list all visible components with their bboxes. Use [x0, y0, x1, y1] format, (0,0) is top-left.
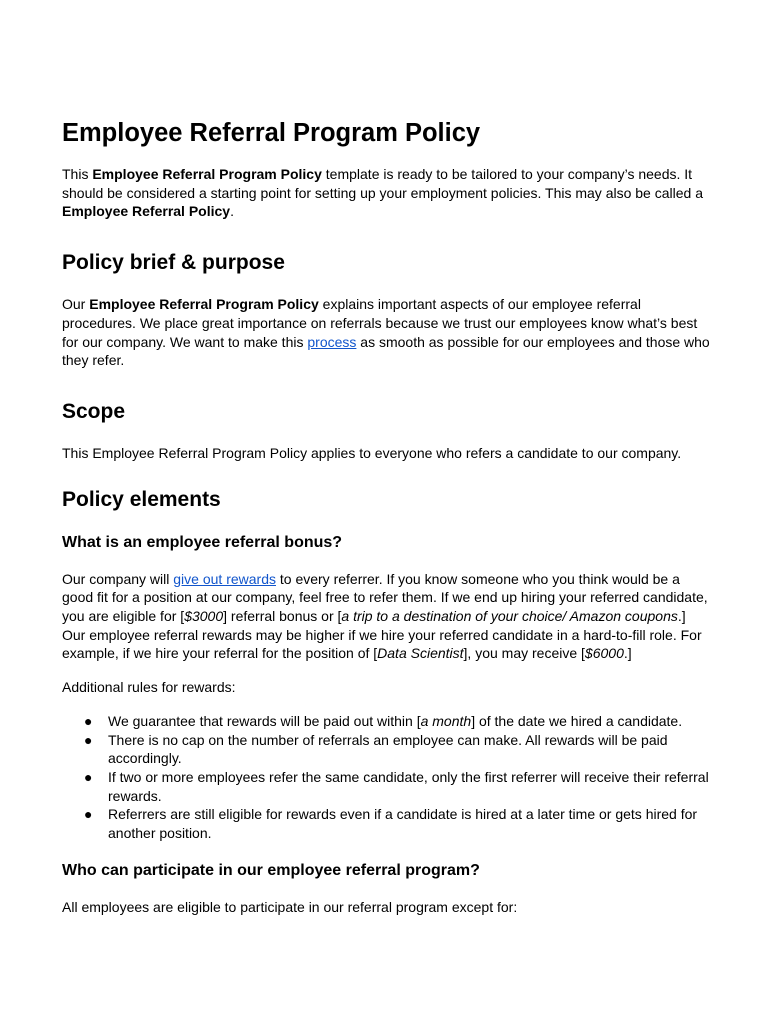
- subheading-who-can-participate: Who can participate in our employee referral program?: [62, 861, 480, 879]
- bonus-text: .]: [623, 645, 632, 662]
- bullet-icon: ●: [84, 712, 93, 729]
- process-link[interactable]: process: [307, 333, 357, 350]
- list-item: [62, 712, 712, 731]
- list-item: [62, 731, 712, 768]
- bonus-text: .] Our employee referral rewards may be higher if we hire your referred candidate in a hard-to-fill role. For example, if we hire your referral for the position of [: [62, 608, 702, 662]
- bonus-text: ] referral bonus or [: [223, 608, 342, 625]
- bullet-icon: ●: [84, 806, 93, 823]
- document-page: [62, 116, 712, 916]
- rule-text: ] of the date we hired a candidate.: [471, 712, 683, 729]
- bonus-text: to every referrer. If you know someone who you think would be a good fit for a position at our company, feel free to refer them. If we end up hiring your referred candidate, you are eligible for [: [62, 570, 708, 625]
- heading-purpose: Policy brief & purpose: [62, 251, 285, 275]
- intro-bold-alt-name: Employee Referral Policy: [62, 203, 231, 220]
- bonus-text: Our company will: [62, 570, 174, 587]
- intro-bold-policy-name: Employee Referral Program Policy: [92, 166, 322, 182]
- purpose-bold-policy-name: Employee Referral Program Policy: [89, 296, 319, 313]
- bonus-amount: $3000: [184, 608, 224, 625]
- rewards-rules-list: [62, 712, 712, 843]
- rule-text: We guarantee that rewards will be paid out within [: [108, 712, 421, 729]
- list-item: [62, 768, 712, 805]
- page-title: Employee Referral Program Policy: [62, 119, 481, 147]
- rule-text: If two or more employees refer the same candidate, only the first referrer will receive their referral rewards.: [108, 768, 709, 804]
- scope-paragraph: This Employee Referral Program Policy applies to everyone who refers a candidate to our company.: [62, 444, 682, 461]
- purpose-text: Our: [62, 296, 90, 313]
- eligibility-paragraph: All employees are eligible to participate in our referral program except for:: [62, 898, 518, 915]
- rule-period: a month: [420, 712, 472, 729]
- list-item: [62, 805, 712, 842]
- bonus-example-role: Data Scientist: [377, 645, 464, 662]
- heading-scope: Scope: [62, 399, 126, 423]
- intro-text: template is ready to be tailored to your company’s needs. It should be considered a starting point for setting up your employment policies. This may also be called a: [62, 166, 703, 201]
- bonus-text: ], you may receive [: [463, 645, 585, 662]
- intro-paragraph: [62, 165, 712, 221]
- bullet-icon: ●: [84, 731, 93, 748]
- bonus-alternative: a trip to a destination of your choice/ Amazon coupons: [341, 608, 678, 625]
- bonus-paragraph: [62, 570, 712, 664]
- rules-intro: Additional rules for rewards:: [62, 679, 236, 696]
- rule-text: There is no cap on the number of referrals an employee can make. All rewards will be paid accordingly.: [108, 731, 668, 767]
- bullet-icon: ●: [84, 768, 93, 785]
- purpose-text: explains important aspects of our employee referral procedures. We place great importance on referrals because we trust our employees know what’s best for our company. We want to make this: [62, 296, 698, 350]
- purpose-paragraph: [62, 295, 712, 370]
- rule-text: Referrers are still eligible for rewards even if a candidate is hired at a later time or gets hired for another position.: [108, 806, 698, 842]
- bonus-high-amount: $6000: [584, 645, 624, 662]
- subheading-referral-bonus: What is an employee referral bonus?: [62, 533, 343, 551]
- heading-policy-elements: Policy elements: [62, 487, 221, 511]
- intro-text: This: [62, 166, 93, 182]
- purpose-text: as smooth as possible for our employees and those who they refer.: [62, 333, 710, 369]
- give-out-rewards-link[interactable]: give out rewards: [173, 570, 276, 587]
- intro-text: .: [230, 203, 234, 220]
